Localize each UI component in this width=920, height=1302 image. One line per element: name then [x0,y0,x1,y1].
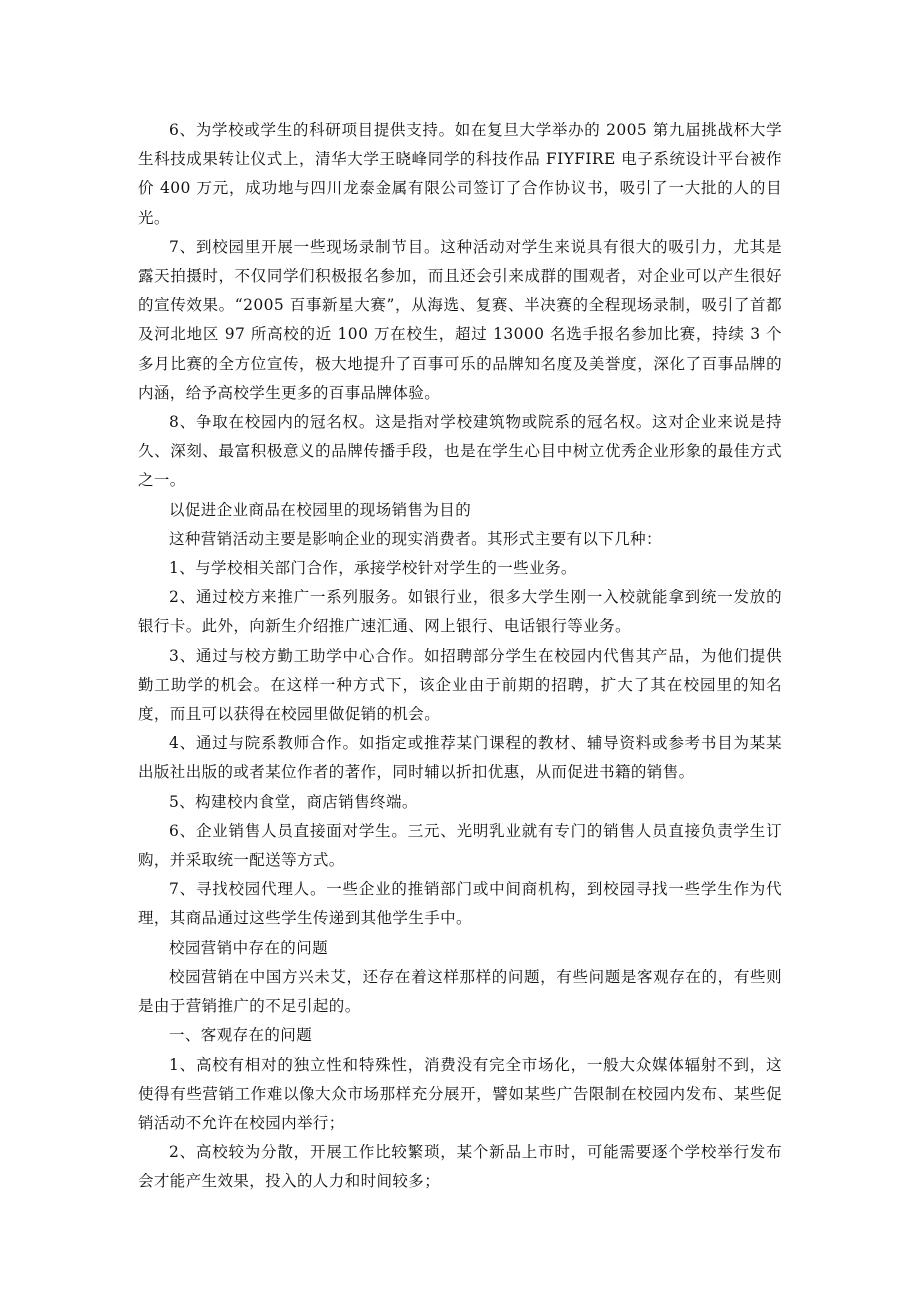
list-item-school-services: 2、通过校方来推广一系列服务。如银行业，很多大学生刚一入校就能拿到统一发放的银行卡。此外，向新生介绍推广速汇通、网上银行、电话银行等业务。 [138,588,782,636]
subsection-heading-objective: 一、客观存在的问题 [169,1026,313,1045]
paragraph-research-support: 6、为学校或学生的科研项目提供支持。如在复旦大学举办的 2005 第九届挑战杯大学生科技成果转让仪式上，清华大学王晓峰同学的科技作品 FIYFIRE 电子系统设计平台被作价 400 万元，成功地与四川龙泰金属有限公司签订了合作协议书，吸引了一大批的人的目光。 [138,121,782,227]
paragraph-campus-recording: 7、到校园里开展一些现场录制节目。这种活动对学生来说具有很大的吸引力，尤其是露天拍摄时，不仅同学们积极报名参加，而且还会引来成群的围观者，对企业可以产生很好的宣传效果。“2005 百事新星大赛”，从海选、复赛、半决赛的全程现场录制，吸引了首都及河北地区 97 所高校的近 100 万在校生，超过 13000 名选手报名参加比赛，持续 3 个多月比赛的全方位宣传，极大地提升了百事可乐的品牌知名度及美誉度，深化了百事品牌的内涵，给予高校学生更多的百事品牌体验。 [138,237,782,402]
list-item-canteen-store: 5、构建校内食堂，商店销售终端。 [169,792,418,811]
list-item-campus-agent: 7、寻找校园代理人。一些企业的推销部门或中间商机构，到校园寻找一些学生作为代理，其商品通过这些学生传递到其他学生手中。 [138,880,782,928]
list-item-school-departments: 1、与学校相关部门合作，承接学校针对学生的一些业务。 [169,559,577,578]
paragraph-naming-rights: 8、争取在校园内的冠名权。这是指对学校建筑物或院系的冠名权。这对企业来说是持久、深刻、最富积极意义的品牌传播手段，也是在学生心目中树立优秀企业形象的最佳方式之一。 [138,413,782,490]
paragraph-problems-intro: 校园营销在中国方兴未艾，还存在着这样那样的问题，有些问题是客观存在的，有些则是由于营销推广的不足引起的。 [138,967,782,1016]
list-item-teacher-cooperation: 4、通过与院系教师合作。如指定或推荐某门课程的教材、辅导资料或参考书目为某某出版社出版的或者某位作者的著作，同时辅以折扣优惠，从而促进书籍的销售。 [138,734,782,782]
paragraph-sales-intro: 这种营销活动主要是影响企业的现实消费者。其形式主要有以下几种： [169,529,662,548]
list-item-direct-sales: 6、企业销售人员直接面对学生。三元、光明乳业就有专门的销售人员直接负责学生订购，并采取统一配送等方式。 [138,821,782,870]
section-heading-onsite-sales: 以促进企业商品在校园里的现场销售为目的 [169,500,472,519]
list-item-independence: 1、高校有相对的独立性和特殊性，消费没有完全市场化，一般大众媒体辐射不到，这使得有些营销工作难以像大众市场那样充分展开，譬如某些广告限制在校园内发布、某些促销活动不允许在校园内举行； [138,1055,782,1132]
list-item-work-study: 3、通过与校方勤工助学中心合作。如招聘部分学生在校园内代售其产品，为他们提供勤工助学的机会。在这样一种方式下，该企业由于前期的招聘，扩大了其在校园里的知名度，而且可以获得在校园里做促销的机会。 [138,646,782,724]
document-body [138,116,782,1197]
list-item-dispersion: 2、高校较为分散，开展工作比较繁琐，某个新品上市时，可能需要逐个学校举行发布会才能产生效果，投入的人力和时间较多； [138,1143,782,1191]
section-heading-problems: 校园营销中存在的问题 [169,938,329,957]
